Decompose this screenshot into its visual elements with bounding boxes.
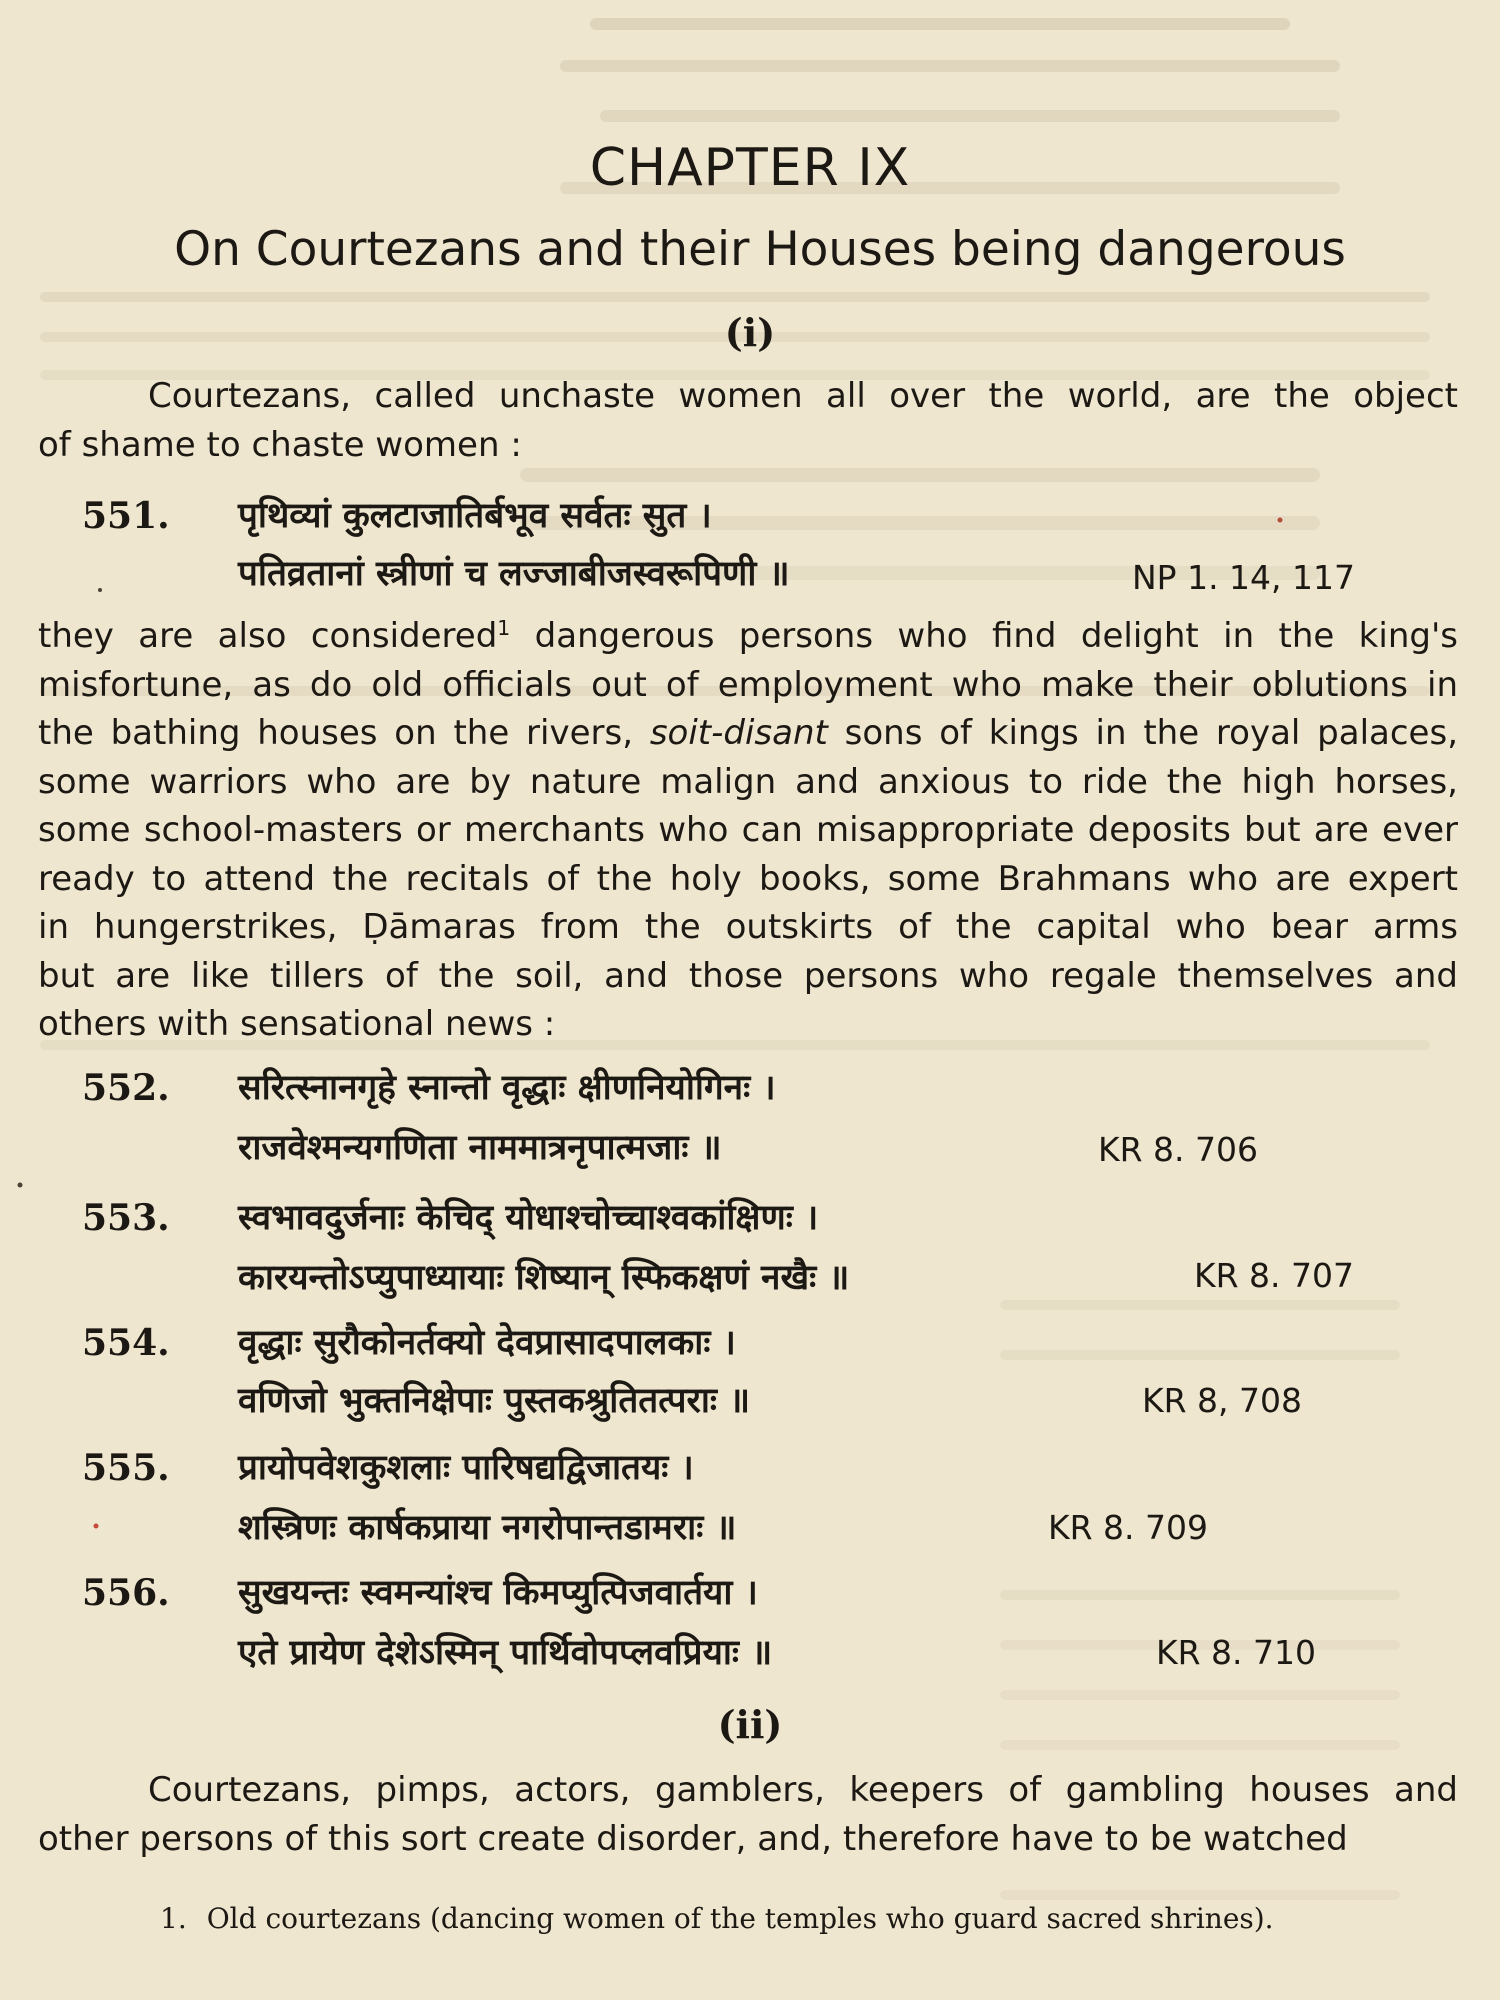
intro-line: Courtezans, called unchaste women all over the world, are the object — [148, 376, 1458, 416]
body-line: but are like tillers of the soil, and those persons who regale themselves and — [38, 955, 1458, 996]
verse-reference: KR 8. 709 — [1048, 1508, 1209, 1547]
verse-line: वृद्धाः सुरौकोनर्तक्यो देवप्रासादपालकाः । — [238, 1322, 736, 1363]
body-line: some warriors who are by nature malign and anxious to ride the high horses, — [38, 761, 1458, 802]
verse-line: पृथिव्यां कुलटाजातिर्बभूव सर्वतः सुत । — [238, 495, 712, 536]
verse-reference: KR 8. 707 — [1194, 1256, 1355, 1295]
verse-line: प्रायोपवेशकुशलाः पारिषद्यद्विजातयः । — [238, 1447, 694, 1488]
verse-line: शस्त्रिणः कार्षकप्राया नगरोपान्तडामराः ॥ — [238, 1507, 737, 1548]
chapter-title: CHAPTER IX — [589, 138, 911, 198]
verse-number: 552. — [82, 1067, 170, 1109]
intro-paragraph — [38, 372, 1458, 469]
body-line: ready to attend the recitals of the holy books, some Brahmans who are expert — [38, 858, 1458, 899]
verse-number: 551. — [82, 495, 170, 537]
verse-reference: NP 1. 14, 117 — [1132, 558, 1356, 597]
verse-reference: KR 8. 710 — [1156, 1633, 1317, 1672]
body-line: others with sensational news : — [38, 1004, 556, 1044]
body-line: in hungerstrikes, Ḍāmaras from the outskirts of the capital who bear arms — [38, 907, 1458, 947]
verse-line: एते प्रायेण देशेऽस्मिन् पार्थिवोपप्लवप्रियाः ॥ — [238, 1632, 773, 1673]
intro-line: of shame to chaste women : — [38, 424, 522, 465]
verse-number: 554. — [82, 1322, 170, 1364]
verse-number: 555. — [82, 1447, 170, 1489]
body-line: the bathing houses on the rivers, soit-disant sons of kings in the royal palaces, — [38, 713, 1458, 753]
ink-speck — [18, 1183, 23, 1188]
verse-line: वणिजो भुक्तनिक्षेपाः पुस्तकश्रुतितत्पराः ॥ — [238, 1380, 751, 1421]
section-marker-ii: (ii) — [717, 1702, 783, 1747]
verse-number: 556. — [82, 1572, 170, 1614]
footnote-text: Old courtezans (dancing women of the temples who guard sacred shrines). — [206, 1902, 1274, 1935]
verse-line: कारयन्तोऽप्युपाध्यायाः शिष्यान् स्फिकक्षणं नखैः ॥ — [238, 1257, 850, 1298]
ink-speck — [94, 1524, 99, 1529]
body-line: they are also considered$^1$ dangerous persons who find delight in the king's — [38, 615, 1459, 656]
verse-line: पतिव्रतानां स्त्रीणां च लज्जाबीजस्वरूपिणी ॥ — [238, 553, 790, 594]
footnote-number: 1. — [160, 1902, 187, 1935]
verse-reference: KR 8, 708 — [1142, 1381, 1303, 1420]
verse-line: सुखयन्तः स्वमन्यांश्च किमप्युत्पिजवार्तया । — [238, 1572, 758, 1613]
verse-number: 553. — [82, 1197, 170, 1239]
body-paragraph — [38, 612, 1458, 1049]
ink-speck — [1278, 518, 1283, 523]
verse-line: सरित्स्नानगृहे स्नान्तो वृद्धाः क्षीणनियोगिनः । — [238, 1067, 776, 1108]
closing-line: other persons of this sort create disorder, and, therefore have to be watched — [38, 1818, 1348, 1859]
footnote — [160, 1902, 1410, 1935]
ink-speck — [98, 588, 102, 592]
footnote-marker: 1 — [497, 615, 511, 640]
body-line: some school-masters or merchants who can misappropriate deposits but are ever — [38, 810, 1458, 850]
verse-line: राजवेश्मन्यगणिता नाममात्रनृपात्मजाः ॥ — [238, 1127, 722, 1168]
verse-line: स्वभावदुर्जनाः केचिद् योधाश्चोच्चाश्वकांक्षिणः । — [238, 1197, 819, 1238]
closing-paragraph — [38, 1766, 1458, 1863]
section-marker-i: (i) — [724, 310, 776, 355]
body-line: misfortune, as do old officials out of employment who make their oblutions in — [38, 664, 1458, 705]
italic-term: soit-disant — [649, 713, 828, 753]
verse-reference: KR 8. 706 — [1098, 1130, 1259, 1169]
chapter-subtitle: On Courtezans and their Houses being dangerous — [174, 222, 1346, 277]
closing-line: Courtezans, pimps, actors, gamblers, keepers of gambling houses and — [148, 1770, 1458, 1810]
